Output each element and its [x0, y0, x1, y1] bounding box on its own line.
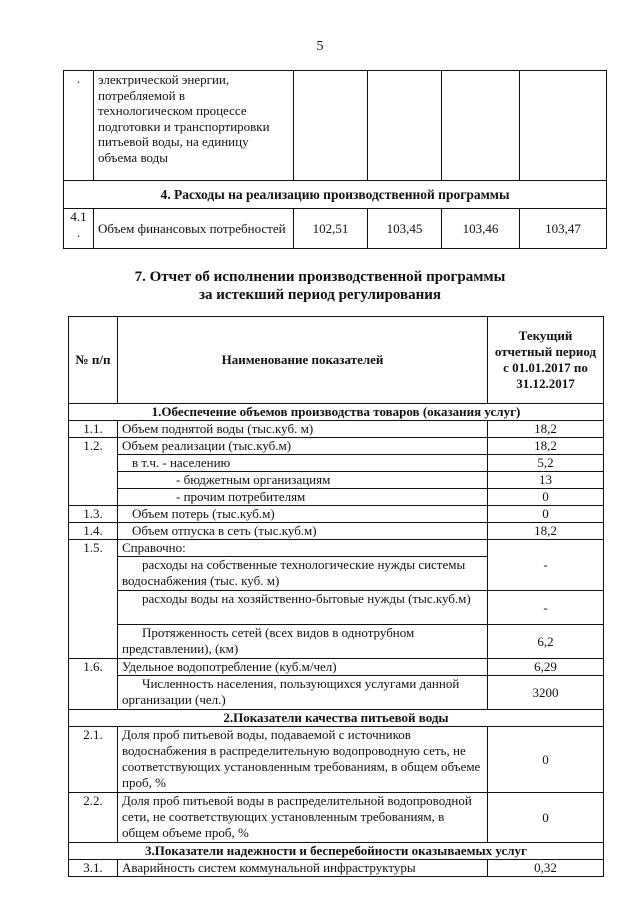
value-cell: 103,46: [442, 209, 520, 249]
table-row: [69, 489, 604, 506]
indicator-name: Объем финансовых потребностей: [94, 209, 294, 249]
section-row: [69, 710, 604, 727]
table-row: [69, 506, 604, 523]
row-number: 1.1.: [69, 421, 118, 438]
value-cell: [294, 71, 368, 181]
text-line: питьевой воды, на единицу: [98, 134, 249, 149]
table-row: [69, 438, 604, 455]
table-row: [69, 676, 604, 710]
header-name: Наименование показателей: [118, 317, 488, 404]
text-line: потребляемой в: [98, 87, 185, 103]
row-number: 1.4.: [69, 523, 118, 540]
row-number-text: 4.1: [70, 209, 87, 224]
row-number: 2.2.: [69, 793, 118, 843]
indicator-name: расходы воды на хозяйственно-бытовые нужды (тыс.куб.м): [118, 591, 488, 625]
value-cell: 6,2: [488, 625, 604, 659]
value-cell: 6,29: [488, 659, 604, 676]
table-row: [69, 793, 604, 843]
value-cell: [442, 71, 520, 181]
value-cell: [368, 71, 442, 181]
row-number: [64, 209, 94, 249]
indicator-name: Объем потерь (тыс.куб.м): [118, 506, 488, 523]
value-cell: 18,2: [488, 523, 604, 540]
value-cell: -: [488, 540, 604, 591]
header-row: [69, 317, 604, 404]
table-row: [69, 455, 604, 472]
indicator-name: Численность населения, пользующихся услугами данной организации (чел.): [118, 676, 488, 710]
row-number: 3.1.: [69, 860, 118, 877]
table-row: [64, 209, 607, 249]
header-period: Текущий отчетный период с 01.01.2017 по 31.12.2017: [488, 317, 604, 404]
value-cell: 103,47: [520, 209, 607, 249]
section-row: [64, 181, 607, 209]
indicator-name: Справочно:: [118, 540, 488, 557]
value-cell: 0: [488, 506, 604, 523]
section-row: [69, 843, 604, 860]
section-heading: 2.Показатели качества питьевой воды: [69, 710, 604, 727]
row-number: 2.1.: [69, 727, 118, 793]
section-row: [69, 404, 604, 421]
indicator-name: Объем реализации (тыс.куб.м): [118, 438, 488, 455]
indicator-name: - прочим потребителям: [118, 489, 488, 506]
page-number: 5: [316, 39, 324, 54]
text-line: объема воды: [98, 149, 168, 165]
value-cell: 18,2: [488, 421, 604, 438]
indicator-name: расходы на собственные технологические нужды системы водоснабжения (тыс. куб. м): [118, 557, 488, 591]
section-heading: 4. Расходы на реализацию производственной программы: [64, 181, 607, 209]
header-num: № п/п: [69, 317, 118, 404]
value-cell: 103,45: [368, 209, 442, 249]
value-cell: 13: [488, 472, 604, 489]
table-row: [69, 421, 604, 438]
table-row: [69, 472, 604, 489]
indicator-name: Доля проб питьевой воды, подаваемой с источников водоснабжения в распределительную водопроводную сеть, не соответствующих установленным требованиям, в общем объеме проб, %: [118, 727, 488, 793]
cost-table: [63, 70, 607, 249]
table-row: [69, 659, 604, 676]
value-cell: 0: [488, 489, 604, 506]
value-cell: 102,51: [294, 209, 368, 249]
value-cell: 0,32: [488, 860, 604, 877]
indicator-name: [94, 71, 294, 181]
table-row: [69, 540, 604, 557]
indicator-name: в т.ч. - населению: [118, 455, 488, 472]
table-row: [69, 727, 604, 793]
value-cell: 5,2: [488, 455, 604, 472]
text-line: подготовки и транспортировки: [98, 118, 270, 134]
report-title-line: за истекший период регулирования: [198, 287, 442, 303]
section-heading: 1.Обеспечение объемов производства товаров (оказания услуг): [69, 404, 604, 421]
table-row: [64, 71, 607, 181]
indicator-name: Объем поднятой воды (тыс.куб. м): [118, 421, 488, 438]
table-row: [69, 591, 604, 625]
report-title-line: 7. Отчет об исполнении производственной программы: [134, 269, 506, 285]
report-title: [0, 268, 640, 304]
report-table: [68, 316, 604, 877]
indicator-name: Объем отпуска в сеть (тыс.куб.м): [118, 523, 488, 540]
value-cell: 18,2: [488, 438, 604, 455]
value-cell: 0: [488, 793, 604, 843]
section-heading: 3.Показатели надежности и бесперебойности оказываемых услуг: [69, 843, 604, 860]
indicator-name: Протяженность сетей (всех видов в однотрубном представлении), (км): [118, 625, 488, 659]
row-number: .: [64, 71, 94, 181]
table-row: [69, 625, 604, 659]
table-row: [69, 860, 604, 877]
text-line: электрической энергии,: [98, 72, 230, 87]
row-number: 1.2.: [69, 438, 118, 506]
value-cell: 0: [488, 727, 604, 793]
value-cell: 3200: [488, 676, 604, 710]
indicator-name: Удельное водопотребление (куб.м/чел): [118, 659, 488, 676]
row-number: 1.6.: [69, 659, 118, 710]
indicator-name: - бюджетным организациям: [118, 472, 488, 489]
row-number: 1.5.: [69, 540, 118, 659]
value-cell: -: [488, 591, 604, 625]
indicator-name: Доля проб питьевой воды в распределительной водопроводной сети, не соответствующих установленным требованиям, в общем объеме проб, %: [118, 793, 488, 843]
text-line: технологическом процессе: [98, 103, 247, 118]
table-row: [69, 523, 604, 540]
indicator-name: Аварийность систем коммунальной инфраструктуры: [118, 860, 488, 877]
row-number-dot: .: [76, 225, 81, 240]
row-number: 1.3.: [69, 506, 118, 523]
value-cell: [520, 71, 607, 181]
